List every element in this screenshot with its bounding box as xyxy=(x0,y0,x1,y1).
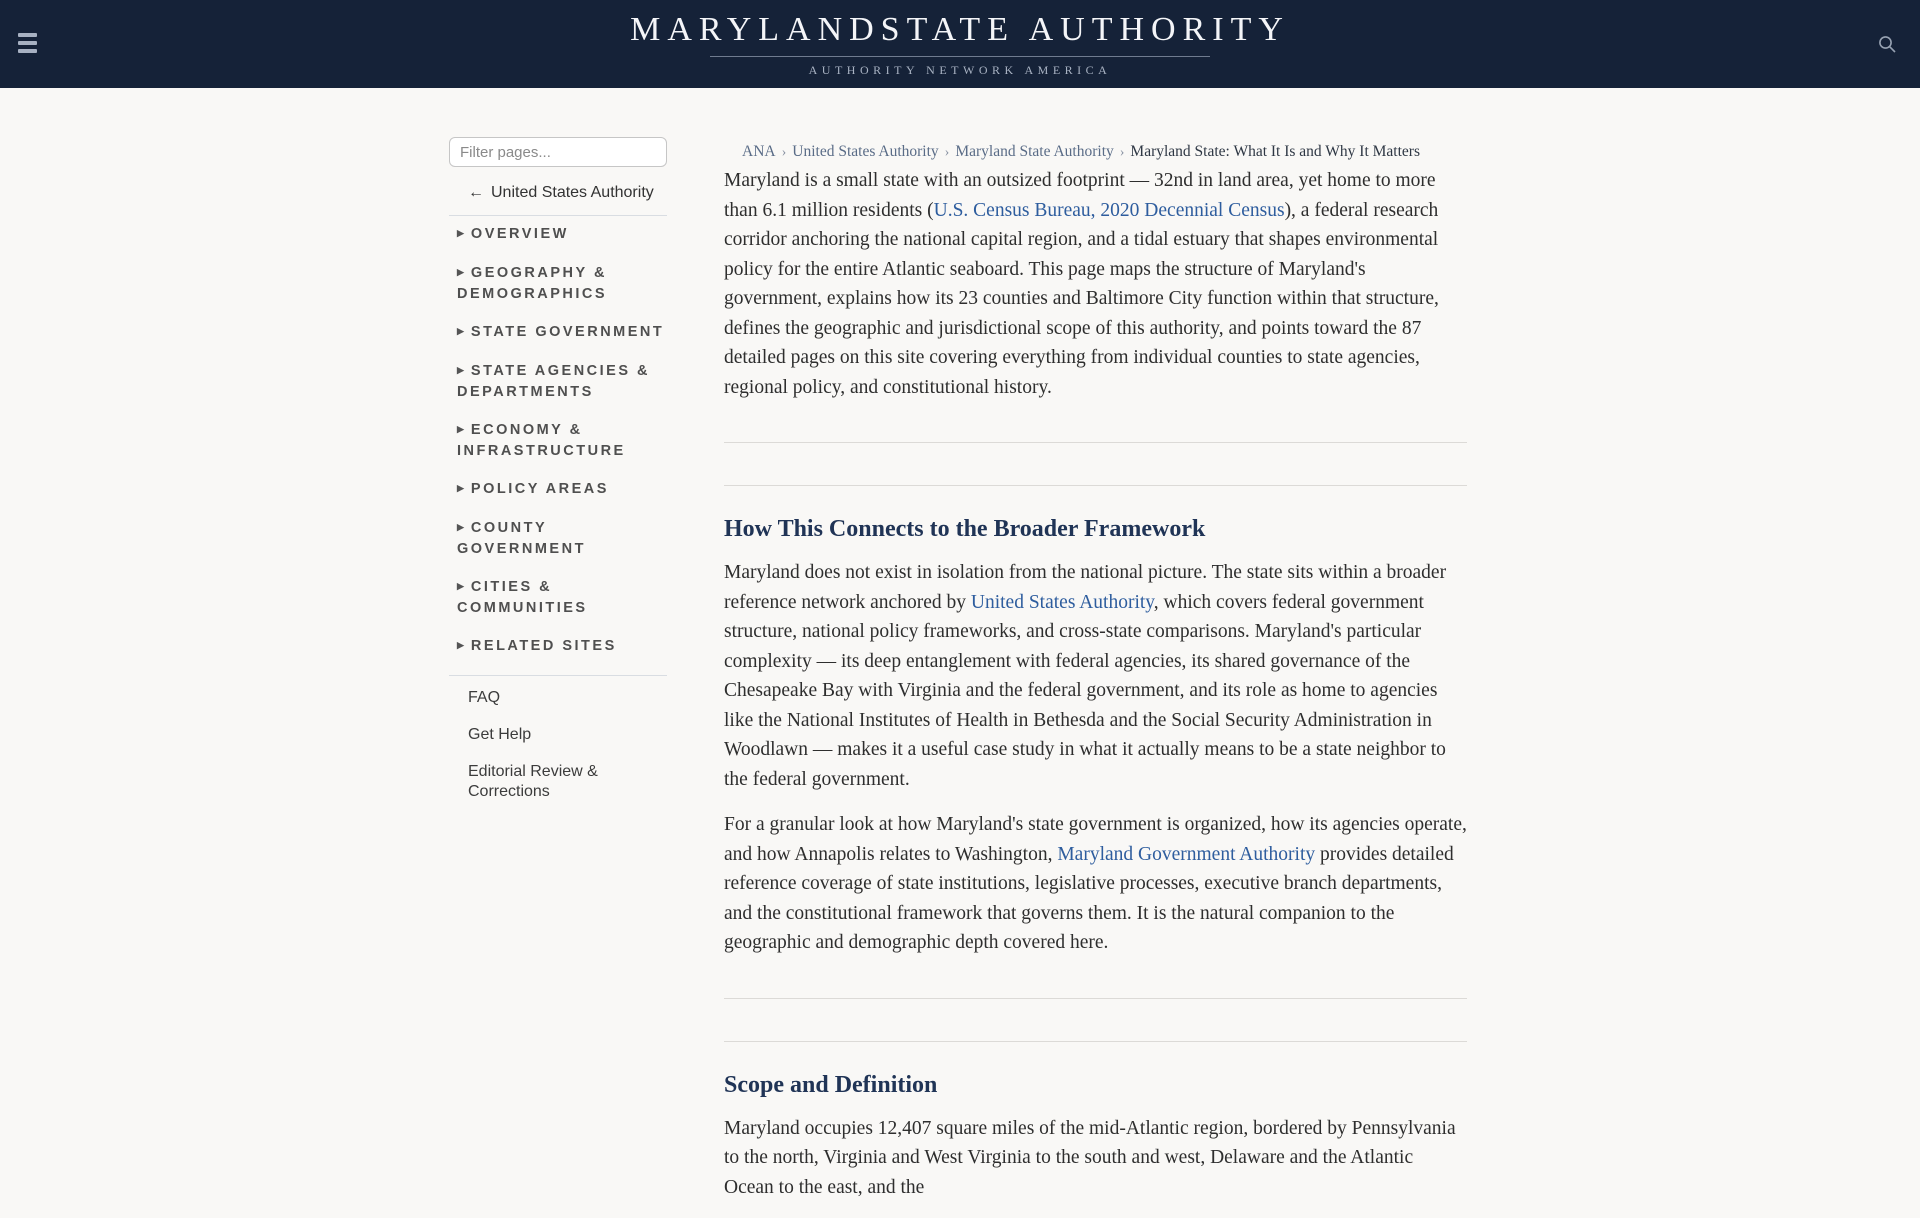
section-heading-scope-definition: Scope and Definition xyxy=(724,1071,938,1098)
breadcrumb-link-maryland-state-authority[interactable]: Maryland State Authority xyxy=(955,143,1114,160)
sidebar-item-policy-areas[interactable]: ▶ POLICY AREAS xyxy=(449,479,667,500)
expand-triangle-icon: ▶ xyxy=(457,483,464,493)
sidebar-item-geography-demographics[interactable]: ▶ GEOGRAPHY & DEMOGRAPHICS xyxy=(449,263,667,304)
sidebar-link-editorial-review[interactable]: Editorial Review & Corrections xyxy=(468,763,598,800)
expand-triangle-icon: ▶ xyxy=(457,424,464,434)
section-divider xyxy=(724,1041,1467,1042)
link-united-states-authority[interactable]: United States Authority xyxy=(970,591,1154,613)
expand-triangle-icon: ▶ xyxy=(457,228,464,238)
paragraph: Maryland occupies 12,407 square miles of the mid-Atlantic region, bordered by Pennsylvania to the north, Virginia and West Virginia to the south and west, Delaware and the Atlantic Ocean to the east, and the xyxy=(724,1117,1456,1198)
main-content xyxy=(724,88,1467,1218)
search-icon[interactable] xyxy=(1876,34,1898,56)
sidebar-item-overview[interactable]: ▶ OVERVIEW xyxy=(449,224,667,245)
sidebar-divider-top xyxy=(449,215,667,216)
site-title: MARYLANDSTATE AUTHORITY xyxy=(630,10,1290,48)
expand-triangle-icon: ▶ xyxy=(457,326,464,336)
expand-triangle-icon: ▶ xyxy=(457,267,464,277)
back-link-label: United States Authority xyxy=(491,184,654,201)
breadcrumb-separator-icon: › xyxy=(781,145,787,160)
breadcrumb xyxy=(724,142,1467,163)
sidebar-item-state-agencies-departments[interactable]: ▶ STATE AGENCIES & DEPARTMENTS xyxy=(449,361,667,402)
section-heading-broader-framework: How This Connects to the Broader Framework xyxy=(724,516,1206,542)
breadcrumb-link-united-states-authority[interactable]: United States Authority xyxy=(792,143,939,160)
link-maryland-government-authority[interactable]: Maryland Government Authority xyxy=(1057,843,1316,865)
filter-pages-input[interactable] xyxy=(449,137,667,167)
sidebar-divider-bottom xyxy=(449,675,667,676)
breadcrumb-separator-icon: › xyxy=(944,145,950,160)
sidebar-link-get-help[interactable]: Get Help xyxy=(468,726,532,743)
back-link-united-states-authority[interactable] xyxy=(468,183,667,203)
title-underline xyxy=(710,56,1210,57)
sidebar-item-county-government[interactable]: ▶ COUNTY GOVERNMENT xyxy=(449,518,667,559)
sidebar-link-faq[interactable]: FAQ xyxy=(468,689,501,706)
sidebar xyxy=(449,88,667,819)
breadcrumb-current-page: Maryland State: What It Is and Why It Matters xyxy=(1130,143,1420,160)
paragraph: Maryland does not exist in isolation from the national picture. The state sits within a broader reference network anchored by United States Authority, which covers federal government structure, national policy frameworks, and cross-state comparisons. Maryland's particular complexity — its deep entanglement with federal agencies, its shared governance of the Chesapeake Bay with Virginia and the federal government, and its role as home to agencies like the National Institutes of Health in Bethesda and the Social Security Administration in Woodlawn — makes it a useful case study in what it actually means to be a state neighbor to the federal government. xyxy=(724,562,1447,790)
sidebar-item-economy-infrastructure[interactable]: ▶ ECONOMY & INFRASTRUCTURE xyxy=(449,420,667,461)
sidebar-nav xyxy=(449,224,667,657)
intro-paragraph: Maryland is a small state with an outsized footprint — 32nd in land area, yet home to more than 6.1 million residents (U.S. Census Bureau, 2020 Decennial Census), a federal research corridor anchoring the national capital region, and a tidal estuary that shapes environmental policy for the entire Atlantic seaboard. This page maps the structure of Maryland's government, explains how its 23 counties and Baltimore City function within that structure, defines the geographic and jurisdictional scope of this authority, and points toward the 87 detailed pages on this site covering everything from individual counties to state agencies, regional policy, and constitutional history. xyxy=(724,170,1439,398)
section-divider xyxy=(724,442,1467,443)
expand-triangle-icon: ▶ xyxy=(457,365,464,375)
site-subtitle: AUTHORITY NETWORK AMERICA xyxy=(808,62,1112,77)
breadcrumb-separator-icon: › xyxy=(1119,145,1125,160)
expand-triangle-icon: ▶ xyxy=(457,640,464,650)
site-header xyxy=(0,0,1920,88)
hamburger-menu-icon[interactable] xyxy=(18,33,38,53)
sidebar-item-cities-communities[interactable]: ▶ CITIES & COMMUNITIES xyxy=(449,577,667,618)
section-divider xyxy=(724,998,1467,999)
page-layout xyxy=(449,88,1471,1218)
back-arrow-icon: ← xyxy=(468,184,484,201)
article xyxy=(724,166,1467,1202)
section-divider xyxy=(724,485,1467,486)
paragraph: For a granular look at how Maryland's state government is organized, how its agencies operate, and how Annapolis relates to Washington, Maryland Government Authority provides detailed reference coverage of state institutions, legislative processes, executive branch departments, and the constitutional framework that governs them. It is the natural companion to the geographic and demographic depth covered here. xyxy=(724,814,1467,953)
link-us-census-bureau[interactable]: U.S. Census Bureau, 2020 Decennial Census xyxy=(933,199,1285,221)
sidebar-footer-links xyxy=(449,688,667,802)
expand-triangle-icon: ▶ xyxy=(457,522,464,532)
sidebar-item-related-sites[interactable]: ▶ RELATED SITES xyxy=(449,636,667,657)
sidebar-item-state-government[interactable]: ▶ STATE GOVERNMENT xyxy=(449,322,667,343)
expand-triangle-icon: ▶ xyxy=(457,581,464,591)
breadcrumb-link-ana[interactable]: ANA xyxy=(742,143,776,160)
